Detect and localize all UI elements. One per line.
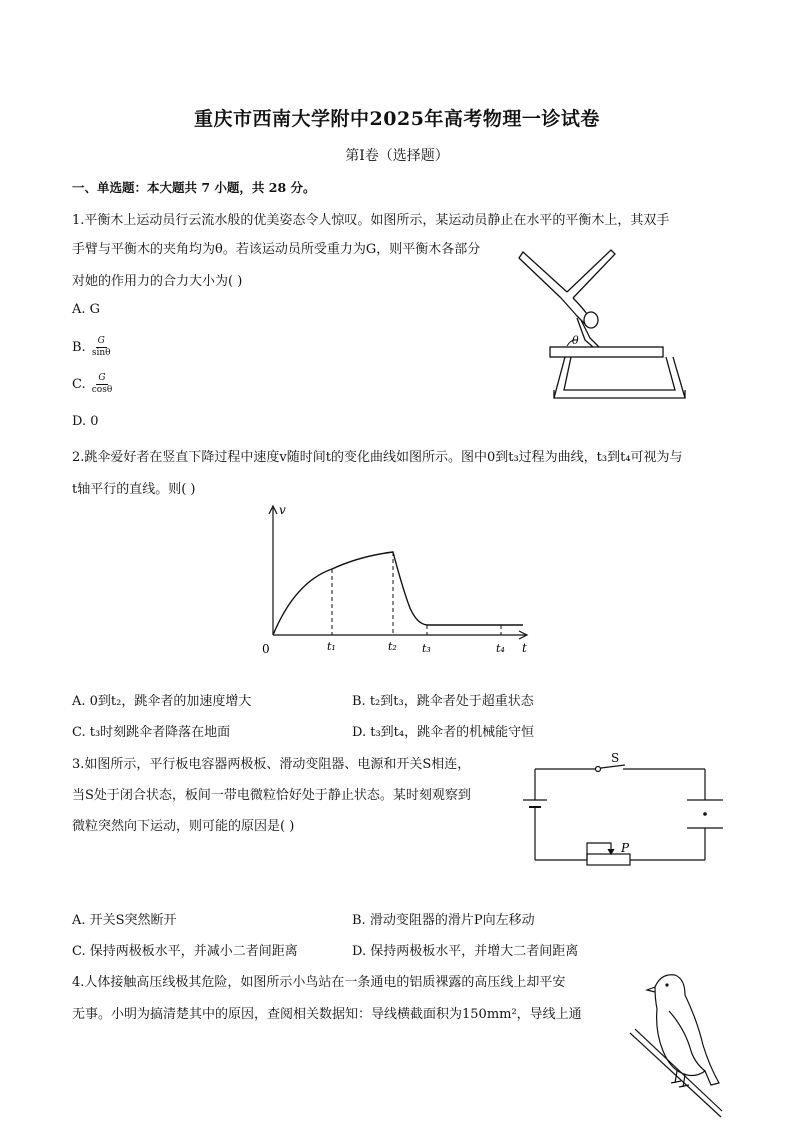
circuit-diagram bbox=[515, 750, 725, 870]
q1-text-line2: 手臂与平衡木的夹角均为θ。若该运动员所受重力为G，则平衡木各部分 bbox=[72, 242, 481, 257]
slider-label: P bbox=[621, 841, 630, 855]
switch-label: S bbox=[611, 751, 620, 765]
origin-label: 0 bbox=[262, 642, 270, 656]
gymnast-arms bbox=[577, 318, 599, 347]
bird-wing bbox=[669, 1011, 705, 1071]
q3-option-a: A. 开关S突然断开 bbox=[72, 913, 177, 928]
q3-text-line3: 微粒突然向下运动，则可能的原因是( ) bbox=[72, 819, 295, 834]
t4-label: t₄ bbox=[496, 642, 505, 655]
gymnast-leg-right bbox=[567, 250, 615, 298]
section-heading: 一、单选题：本大题共 7 小题，共 28 分。 bbox=[72, 180, 316, 195]
t-axis-label: t bbox=[522, 641, 527, 655]
bird-eye bbox=[665, 983, 668, 986]
bird-on-wire-figure bbox=[625, 965, 725, 1120]
q2-text-line1: 2.跳伞爱好者在竖直下降过程中速度v随时间t的变化曲线如图所示。图中0到t₃过程为曲线，t₃到t₄可视为与 bbox=[72, 450, 683, 465]
theta-label: θ bbox=[572, 334, 579, 347]
beam-top bbox=[550, 347, 663, 357]
rheostat-slider bbox=[587, 843, 611, 860]
page-title: 重庆市西南大学附中2025年高考物理一诊试卷 bbox=[194, 108, 600, 130]
q2-option-b: B. t₂到t₃，跳伞者处于超重状态 bbox=[352, 694, 534, 709]
t3-label: t₃ bbox=[422, 642, 431, 655]
q2-option-d: D. t₃到t₄，跳伞者的机械能守恒 bbox=[352, 725, 535, 740]
q3-text-line1: 3.如图所示，平行板电容器两极板、滑动变阻器、电源和开关S相连， bbox=[72, 757, 471, 772]
bird-beak bbox=[647, 987, 655, 992]
gymnast-leg-left bbox=[519, 252, 567, 298]
switch-pivot bbox=[596, 767, 601, 772]
q3-option-b: B. 滑动变阻器的滑片P向左移动 bbox=[352, 913, 535, 928]
wire-line-2 bbox=[635, 1029, 722, 1111]
q4-text-line2: 无事。小明为搞清楚其中的原因，查阅相关数据知：导线横截面积为150mm²，导线上通 bbox=[72, 1007, 582, 1022]
q3-text-line2: 当S处于闭合状态，板间一带电微粒恰好处于静止状态。某时刻观察到 bbox=[72, 788, 471, 803]
velocity-time-graph bbox=[255, 500, 535, 660]
bird-body bbox=[655, 975, 719, 1085]
q1-text-line3: 对她的作用力的合力大小为( ) bbox=[72, 274, 243, 289]
balance-beam-figure bbox=[515, 240, 695, 405]
t1-label: t₁ bbox=[327, 640, 336, 653]
v-axis-label: v bbox=[279, 503, 286, 517]
q3-option-c: C. 保持两极板水平，并减小二者间距离 bbox=[72, 944, 298, 959]
q2-option-c: C. t₃时刻跳伞者降落在地面 bbox=[72, 725, 231, 740]
t2-label: t₂ bbox=[388, 640, 397, 653]
q3-option-d: D. 保持两极板水平，并增大二者间距离 bbox=[352, 944, 579, 959]
q1-option-d: D. 0 bbox=[72, 414, 99, 429]
switch-blade bbox=[601, 765, 625, 768]
gymnast-head bbox=[584, 312, 598, 328]
q4-text-line1: 4.人体接触高压线极其危险，如图所示小鸟站在一条通电的铝质裸露的高压线上却平安 bbox=[72, 975, 566, 990]
q1-option-a: A. G bbox=[72, 302, 101, 317]
gymnast-torso bbox=[561, 298, 587, 324]
q1-text-line1: 1.平衡木上运动员行云流水般的优美姿态令人惊叹。如图所示，某运动员静止在水平的平衡木上，其双手 bbox=[72, 213, 670, 228]
q2-text-line2: t轴平行的直线。则( ) bbox=[72, 482, 196, 497]
q1-option-b: B. $\frac{G}{\sin\theta}$ bbox=[72, 336, 111, 358]
q2-option-a: A. 0到t₂，跳伞者的加速度增大 bbox=[72, 694, 252, 709]
charged-particle bbox=[703, 812, 707, 816]
page-subtitle: 第I卷（选择题） bbox=[345, 148, 449, 164]
velocity-curve bbox=[273, 552, 523, 635]
q1-option-c: C. $\frac{G}{\cos\theta}$ bbox=[72, 373, 113, 395]
beam-frame bbox=[554, 357, 685, 398]
rheostat bbox=[587, 854, 630, 865]
